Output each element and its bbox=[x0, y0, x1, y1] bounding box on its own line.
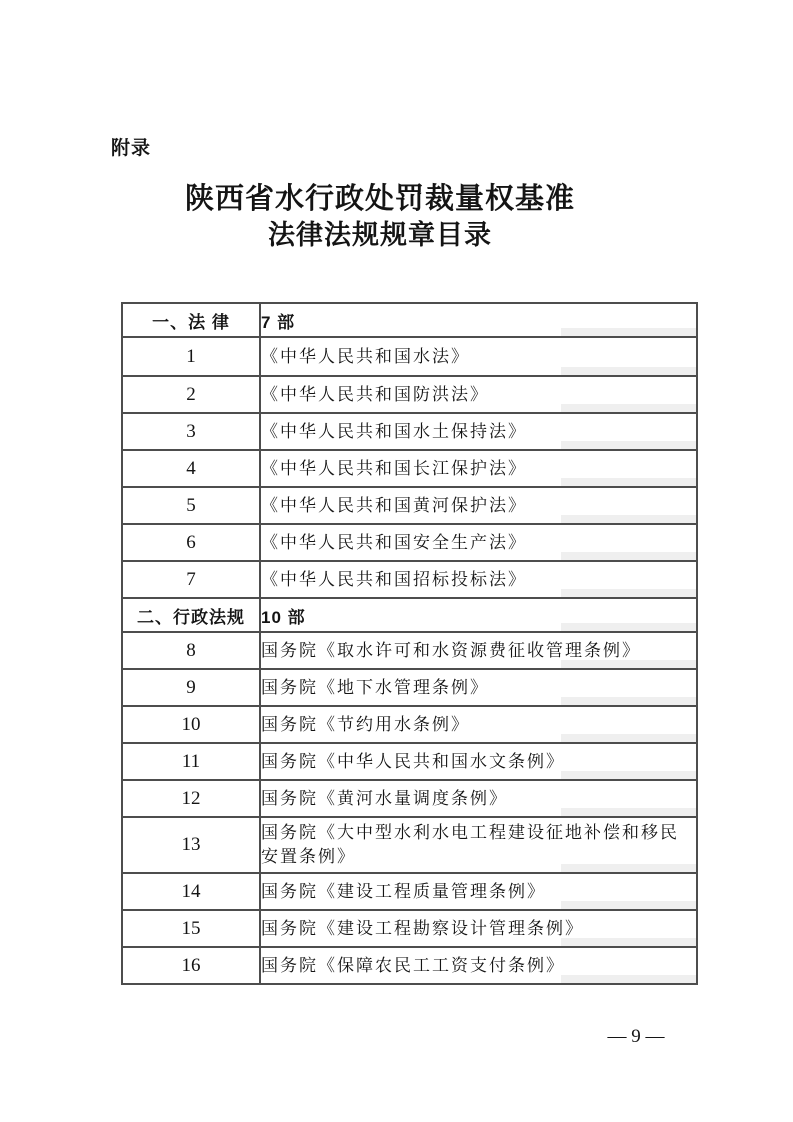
section-count: 7 部 bbox=[260, 303, 697, 337]
table-row bbox=[122, 337, 697, 376]
section-header-laws bbox=[122, 303, 697, 337]
laws-catalog-table bbox=[121, 302, 698, 985]
table-row bbox=[122, 743, 697, 780]
table-row bbox=[122, 947, 697, 984]
row-number: 3 bbox=[122, 413, 260, 450]
section-label: 一、法 律 bbox=[122, 303, 260, 337]
table-row bbox=[122, 413, 697, 450]
row-number: 13 bbox=[122, 817, 260, 873]
table-row bbox=[122, 669, 697, 706]
law-title: 《中华人民共和国水法》 bbox=[260, 337, 697, 376]
table-row bbox=[122, 706, 697, 743]
table-row bbox=[122, 632, 697, 669]
row-number: 4 bbox=[122, 450, 260, 487]
row-number: 9 bbox=[122, 669, 260, 706]
regulation-title: 国务院《建设工程勘察设计管理条例》 bbox=[260, 910, 697, 947]
document-title bbox=[0, 180, 760, 252]
law-title: 《中华人民共和国防洪法》 bbox=[260, 376, 697, 413]
table-row bbox=[122, 450, 697, 487]
regulation-title: 国务院《地下水管理条例》 bbox=[260, 669, 697, 706]
regulation-title: 国务院《黄河水量调度条例》 bbox=[260, 780, 697, 817]
section-label: 二、行政法规 bbox=[122, 598, 260, 632]
row-number: 10 bbox=[122, 706, 260, 743]
table-row bbox=[122, 376, 697, 413]
law-title: 《中华人民共和国招标投标法》 bbox=[260, 561, 697, 598]
regulation-title: 国务院《建设工程质量管理条例》 bbox=[260, 873, 697, 910]
row-number: 11 bbox=[122, 743, 260, 780]
row-number: 14 bbox=[122, 873, 260, 910]
row-number: 5 bbox=[122, 487, 260, 524]
law-title: 《中华人民共和国黄河保护法》 bbox=[260, 487, 697, 524]
row-number: 15 bbox=[122, 910, 260, 947]
document-title-line2: 法律法规规章目录 bbox=[268, 220, 492, 250]
regulation-title: 国务院《取水许可和水资源费征收管理条例》 bbox=[260, 632, 697, 669]
row-number: 16 bbox=[122, 947, 260, 984]
table-row bbox=[122, 524, 697, 561]
row-number: 1 bbox=[122, 337, 260, 376]
table-row bbox=[122, 780, 697, 817]
table-row bbox=[122, 817, 697, 873]
law-title: 《中华人民共和国安全生产法》 bbox=[260, 524, 697, 561]
row-number: 6 bbox=[122, 524, 260, 561]
law-title: 《中华人民共和国长江保护法》 bbox=[260, 450, 697, 487]
regulation-title: 国务院《节约用水条例》 bbox=[260, 706, 697, 743]
regulation-title: 国务院《大中型水利水电工程建设征地补偿和移民安置条例》 bbox=[260, 817, 697, 873]
row-number: 8 bbox=[122, 632, 260, 669]
table-row bbox=[122, 561, 697, 598]
section-header-regulations bbox=[122, 598, 697, 632]
row-number: 2 bbox=[122, 376, 260, 413]
law-title: 《中华人民共和国水土保持法》 bbox=[260, 413, 697, 450]
document-title-line1: 陕西省水行政处罚裁量权基准 bbox=[184, 183, 575, 215]
regulation-title: 国务院《保障农民工工资支付条例》 bbox=[260, 947, 697, 984]
regulation-title: 国务院《中华人民共和国水文条例》 bbox=[260, 743, 697, 780]
table-row bbox=[122, 873, 697, 910]
table-row bbox=[122, 910, 697, 947]
section-count: 10 部 bbox=[260, 598, 697, 632]
row-number: 7 bbox=[122, 561, 260, 598]
page-number: — 9 — bbox=[607, 1026, 665, 1047]
appendix-label: 附录 bbox=[111, 138, 152, 159]
table-row bbox=[122, 487, 697, 524]
row-number: 12 bbox=[122, 780, 260, 817]
